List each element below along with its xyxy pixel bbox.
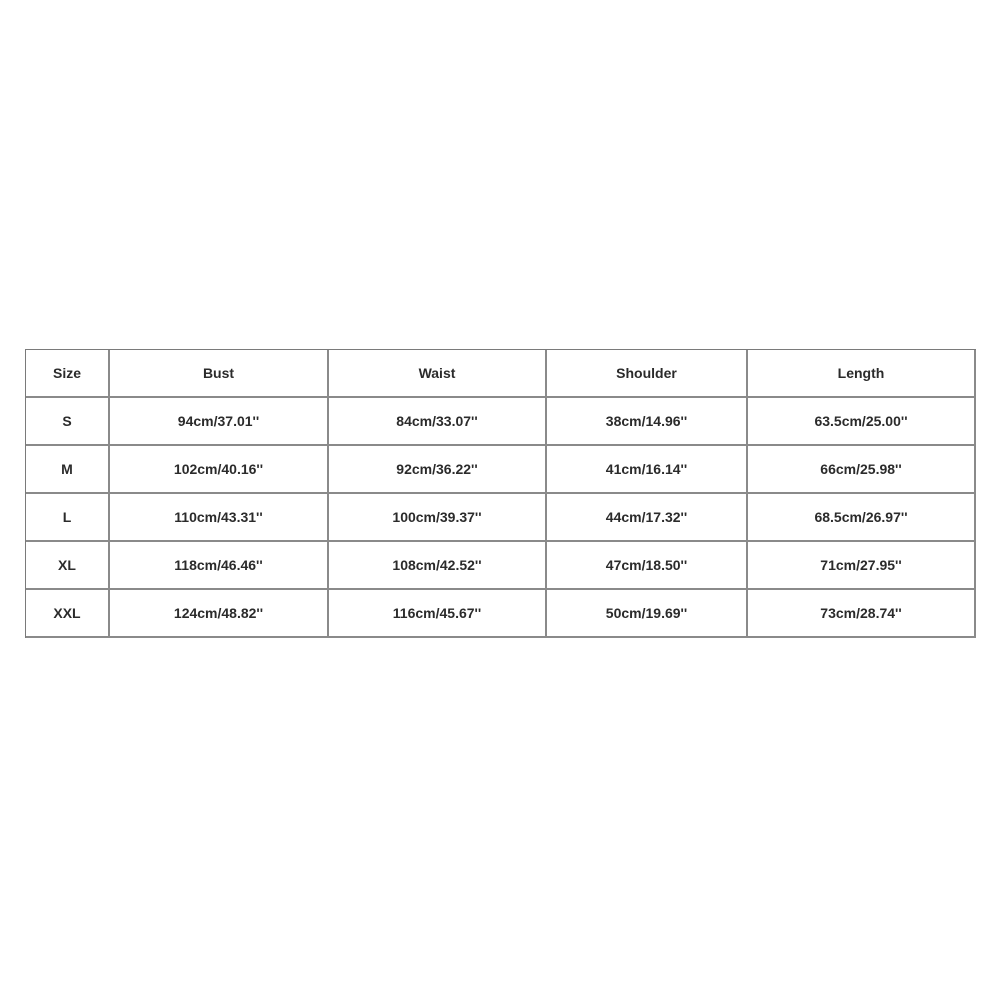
header-bust: Bust	[110, 350, 329, 398]
cell-waist: 108cm/42.52''	[329, 542, 547, 590]
cell-waist: 92cm/36.22''	[329, 446, 547, 494]
header-length: Length	[748, 350, 976, 398]
cell-shoulder: 44cm/17.32''	[547, 494, 748, 542]
cell-length: 73cm/28.74''	[748, 590, 976, 638]
table-row	[26, 398, 976, 446]
cell-length: 66cm/25.98''	[748, 446, 976, 494]
header-waist: Waist	[329, 350, 547, 398]
cell-shoulder: 47cm/18.50''	[547, 542, 748, 590]
cell-bust: 94cm/37.01''	[110, 398, 329, 446]
cell-size: S	[26, 398, 110, 446]
cell-bust: 110cm/43.31''	[110, 494, 329, 542]
table-row	[26, 590, 976, 638]
cell-waist: 116cm/45.67''	[329, 590, 547, 638]
cell-shoulder: 41cm/16.14''	[547, 446, 748, 494]
cell-bust: 124cm/48.82''	[110, 590, 329, 638]
header-size: Size	[26, 350, 110, 398]
table-row	[26, 446, 976, 494]
cell-waist: 84cm/33.07''	[329, 398, 547, 446]
cell-length: 71cm/27.95''	[748, 542, 976, 590]
size-chart-table	[25, 349, 976, 638]
table-row	[26, 494, 976, 542]
header-shoulder: Shoulder	[547, 350, 748, 398]
cell-size: XL	[26, 542, 110, 590]
cell-length: 63.5cm/25.00''	[748, 398, 976, 446]
cell-shoulder: 50cm/19.69''	[547, 590, 748, 638]
cell-bust: 118cm/46.46''	[110, 542, 329, 590]
header-row	[26, 350, 976, 398]
cell-waist: 100cm/39.37''	[329, 494, 547, 542]
table-row	[26, 542, 976, 590]
cell-bust: 102cm/40.16''	[110, 446, 329, 494]
cell-size: M	[26, 446, 110, 494]
cell-size: L	[26, 494, 110, 542]
cell-size: XXL	[26, 590, 110, 638]
cell-shoulder: 38cm/14.96''	[547, 398, 748, 446]
cell-length: 68.5cm/26.97''	[748, 494, 976, 542]
